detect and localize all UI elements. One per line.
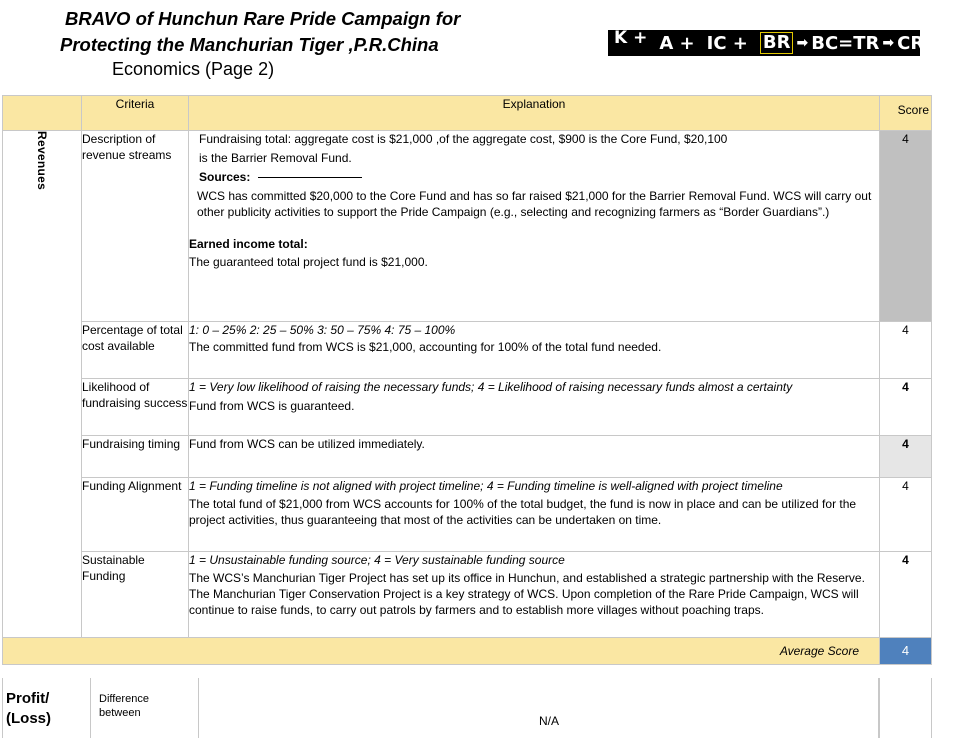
table-header-row bbox=[3, 96, 932, 131]
section-label-revenues bbox=[3, 131, 82, 638]
explanation-text: The WCS’s Manchurian Tiger Project has set up its office in Hunchun, and established a strategic partnership with the Reserve. The Manchurian Tiger Conservation Project is a key strategy of WCS. Upon completion of the Rare Pride Campaign, WCS will continue to raise funds, to carry out patrols by farmers and to establish more villages without poaching traps. bbox=[189, 571, 865, 617]
formula-bc: BC bbox=[811, 32, 839, 54]
header-criteria: Criteria bbox=[82, 96, 189, 131]
profit-loss-criteria-cell bbox=[90, 678, 199, 738]
arrow-right-icon: ➡ bbox=[882, 35, 895, 51]
explanation-cell: Fund from WCS can be utilized immediately. bbox=[189, 436, 880, 478]
profit-loss-value-cell bbox=[198, 678, 880, 738]
formula-tr: TR bbox=[853, 32, 880, 54]
criteria-cell: Description of revenue streams bbox=[82, 131, 189, 322]
wcs-commitment-text: WCS has committed $20,000 to the Core Fund and has so far raised $21,000 for the Barrier Removal Fund. WCS will carry out other publicity activities to support the Pride Campaign (e.g., selecting and recognizing farmers as “Border Guardians”.) bbox=[197, 189, 872, 219]
page-title bbox=[60, 6, 564, 58]
score-cell: 4 bbox=[880, 131, 932, 322]
title-line-1: BRAVO of Hunchun Rare Pride Campaign for bbox=[65, 8, 461, 29]
score-cell: 4 bbox=[880, 322, 932, 379]
table-row bbox=[3, 379, 932, 436]
explanation-text: The total fund of $21,000 from WCS accounts for 100% of the total budget, the fund is now in place and can be utilized for the project activities, thus guaranteeing that most of the activities can be undertaken on time. bbox=[189, 497, 857, 527]
title-line-2: Protecting the Manchurian Tiger ,P.R.China bbox=[60, 34, 439, 55]
explanation-cell bbox=[189, 131, 880, 322]
explanation-cell bbox=[189, 478, 880, 552]
page-subtitle: Economics (Page 2) bbox=[112, 59, 275, 79]
header-score: Score bbox=[880, 96, 932, 131]
section-label-text: Revenues bbox=[35, 131, 49, 191]
earned-income-label: Earned income total: bbox=[189, 237, 308, 251]
profit-loss-score-cell bbox=[878, 678, 932, 738]
scale-text: 1 = Very low likelihood of raising the necessary funds; 4 = Likelihood of raising necessary funds almost a certainty bbox=[189, 380, 793, 394]
table-row bbox=[3, 478, 932, 552]
scale-text: 1: 0 – 25% 2: 25 – 50% 3: 50 – 75% 4: 75 – 100% bbox=[189, 323, 456, 337]
score-cell: 4 bbox=[880, 436, 932, 478]
scale-text: 1 = Unsustainable funding source; 4 = Very sustainable funding source bbox=[189, 553, 565, 567]
explanation-text: The committed fund from WCS is $21,000, accounting for 100% of the total fund needed. bbox=[189, 340, 662, 354]
sources-label: Sources: bbox=[199, 170, 251, 184]
profit-loss-value: N/A bbox=[538, 714, 559, 728]
earned-income-text: The guaranteed total project fund is $21,000. bbox=[189, 255, 428, 269]
economics-table bbox=[2, 95, 932, 665]
formula-ic: IC + bbox=[706, 32, 748, 54]
average-score-label: Average Score bbox=[3, 638, 880, 665]
average-score-value: 4 bbox=[880, 638, 932, 665]
profit-loss-criteria: Difference between bbox=[99, 693, 149, 719]
criteria-cell: Likelihood of fundraising success bbox=[82, 379, 189, 436]
profit-loss-row bbox=[2, 678, 931, 738]
formula-cr: CR bbox=[897, 32, 925, 54]
formula-k: K + bbox=[614, 28, 648, 48]
criteria-cell: Percentage of total cost available bbox=[82, 322, 189, 379]
scale-text: 1 = Funding timeline is not aligned with project timeline; 4 = Funding timeline is well-aligned with project timeline bbox=[189, 479, 783, 493]
formula-br-highlight: BR bbox=[760, 32, 794, 54]
score-cell: 4 bbox=[880, 552, 932, 638]
formula-banner bbox=[608, 28, 925, 56]
table-row bbox=[3, 552, 932, 638]
average-row bbox=[3, 638, 932, 665]
header-explanation: Explanation bbox=[189, 96, 880, 131]
formula-a: A + bbox=[659, 32, 695, 54]
explanation-cell bbox=[189, 322, 880, 379]
equals-icon: = bbox=[838, 32, 854, 54]
header-blank bbox=[3, 96, 82, 131]
profit-loss-label: Profit/ (Loss) bbox=[6, 690, 51, 727]
table-row bbox=[3, 436, 932, 478]
criteria-cell: Funding Alignment bbox=[82, 478, 189, 552]
arrow-right-icon: ➡ bbox=[796, 35, 809, 51]
fundraising-total-text-2: is the Barrier Removal Fund. bbox=[199, 151, 352, 165]
score-cell: 4 bbox=[880, 379, 932, 436]
fundraising-total-label: Fundraising total bbox=[199, 132, 288, 146]
explanation-cell bbox=[189, 552, 880, 638]
sources-underline bbox=[258, 177, 362, 178]
table-row bbox=[3, 131, 932, 322]
criteria-cell: Sustainable Funding bbox=[82, 552, 189, 638]
profit-loss-label-cell bbox=[2, 678, 91, 738]
score-cell: 4 bbox=[880, 478, 932, 552]
table-row bbox=[3, 322, 932, 379]
explanation-cell bbox=[189, 379, 880, 436]
fundraising-total-text: : aggregate cost is $21,000 ,of the aggregate cost, $900 is the Core Fund, $20,100 bbox=[287, 132, 728, 146]
criteria-cell: Fundraising timing bbox=[82, 436, 189, 478]
explanation-text: Fund from WCS is guaranteed. bbox=[189, 399, 355, 413]
